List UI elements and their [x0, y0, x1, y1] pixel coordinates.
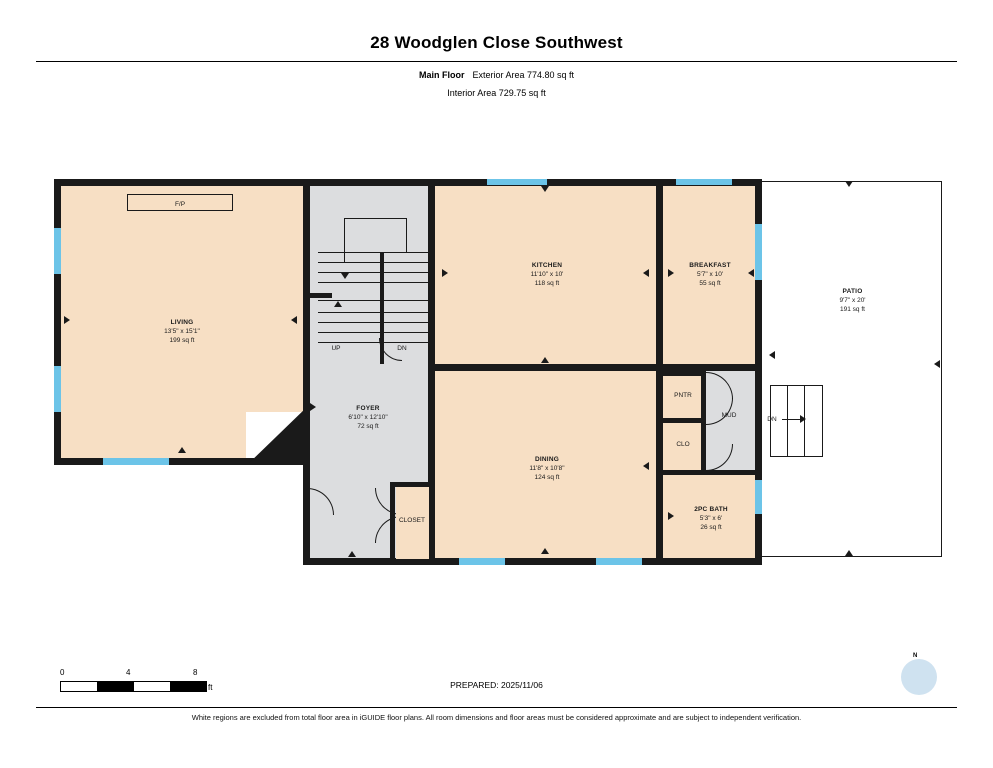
window-dining-bottom-2	[596, 558, 642, 565]
ext-stair-arrow-shaft	[782, 419, 804, 420]
scale-tick-0: 0	[60, 668, 65, 677]
scale-unit: ft	[208, 683, 213, 692]
stair-tread-5	[318, 312, 428, 313]
fireplace-box-top	[127, 194, 233, 195]
room-label-mud: MUD	[721, 412, 737, 419]
room-label-clo: CLO	[676, 441, 690, 448]
kitchen-arrow-bottom	[541, 357, 549, 363]
stair-up-label: UP	[331, 345, 341, 352]
ext-stair-top	[770, 385, 822, 386]
stair-rail-left	[344, 218, 345, 262]
foyer-wall-bottom	[303, 558, 435, 565]
compass-ring	[901, 659, 937, 695]
room-label-bath: 2PC BATH 5'3" x 6' 26 sq ft	[694, 506, 728, 531]
fireplace-box-left	[127, 194, 128, 211]
patio-wall-right	[941, 181, 942, 557]
closet-wall-top	[390, 482, 435, 487]
stair-arrow-down	[341, 273, 349, 279]
living-wall-left	[54, 179, 61, 465]
stair-wall-top	[310, 179, 435, 186]
stair-tread-8	[318, 342, 428, 343]
room-label-pantry: PNTR	[674, 392, 692, 399]
scale-numbers	[46, 668, 226, 678]
kitchen-arrow-top	[541, 186, 549, 192]
fireplace-back	[133, 179, 230, 183]
ext-stair-line-1	[787, 385, 788, 457]
stair-arrow-up	[334, 301, 342, 307]
living-wall-right	[303, 179, 310, 411]
compass-north-label: N	[913, 653, 918, 659]
mud-arrow-left	[769, 351, 775, 359]
disclaimer-text: White regions are excluded from total floor area in iGUIDE floor plans. All room dimensions and floor areas must be considered approximate and are subject to independent verification.	[191, 713, 802, 722]
patio-arrow-bottom	[845, 550, 853, 556]
room-label-patio: PATIO 9'7" x 20' 191 sq ft	[839, 288, 866, 313]
foyer-wall-right	[428, 364, 435, 564]
footer-divider	[36, 707, 957, 708]
patio-arrow-top	[845, 181, 853, 187]
stair-dn-label: DN	[397, 345, 407, 352]
stair-tread-7	[318, 332, 428, 333]
window-living-bottom	[103, 458, 169, 465]
stair-tread-1	[318, 262, 428, 263]
stair-rail-top	[344, 218, 406, 219]
exterior-area: Exterior Area 774.80 sq ft	[472, 70, 575, 80]
stair-rail-right	[406, 218, 407, 252]
fireplace-label: F/P	[174, 201, 186, 208]
stair-tread-2	[318, 272, 428, 273]
window-breakfast-right	[755, 224, 762, 280]
stair-landing-wall	[310, 293, 332, 298]
kitchen-arrow-right	[643, 269, 649, 277]
patio-wall-bottom	[762, 556, 942, 557]
window-bath-right	[755, 480, 762, 514]
window-breakfast-top	[676, 179, 732, 185]
fireplace-box-right	[232, 194, 233, 211]
page-title: 28 Woodglen Close Southwest	[370, 33, 623, 52]
window-living-left-2	[54, 366, 61, 412]
foyer-arrow-bottom	[348, 551, 356, 557]
breakfast-arrow-right	[748, 269, 754, 277]
ext-stair-dn-label: DN	[767, 416, 777, 423]
kitchen-wall-right	[656, 179, 663, 371]
floor-label: Main Floor	[418, 70, 465, 80]
bath-arrow-left	[668, 512, 674, 520]
living-arrow-right	[291, 316, 297, 324]
stair-tread-3	[318, 282, 428, 283]
kitchen-wall-top	[435, 179, 663, 186]
compass-icon	[897, 655, 941, 699]
patio-arrow-right	[934, 360, 940, 368]
stair-tread-6	[318, 322, 428, 323]
stair-wall-right	[428, 179, 435, 364]
breakfast-arrow-left	[668, 269, 674, 277]
room-label-living: LIVING 13'5" x 15'1" 199 sq ft	[164, 319, 200, 344]
window-living-left-1	[54, 228, 61, 274]
bath-wall-top	[663, 470, 762, 475]
room-label-closet: CLOSET	[398, 517, 425, 524]
breakfast-wall-bottom	[663, 364, 762, 371]
living-arrow-left	[64, 316, 70, 324]
foyer-wall-left	[303, 405, 310, 564]
window-dining-bottom-1	[459, 558, 505, 565]
room-label-foyer: FOYER 6'10" x 12'10" 72 sq ft	[348, 405, 388, 430]
ext-stair-bottom	[770, 456, 822, 457]
dining-arrow-bottom	[541, 548, 549, 554]
dining-arrow-right	[643, 462, 649, 470]
scale-tick-8: 8	[193, 668, 198, 677]
prepared-date: PREPARED: 2025/11/06	[450, 680, 543, 690]
fireplace-box-bottom	[127, 210, 233, 211]
room-label-kitchen: KITCHEN 11'10" x 10' 118 sq ft	[530, 262, 564, 287]
ext-stair-right	[822, 385, 823, 457]
scale-tick-4: 4	[126, 668, 131, 677]
stair-tread-9	[318, 252, 428, 253]
bath-wall-bottom	[663, 558, 762, 565]
foyer-arrow-left	[310, 403, 316, 411]
dining-wall-right	[656, 371, 663, 565]
interior-area: Interior Area 729.75 sq ft	[447, 88, 546, 98]
kitchen-island-wall	[505, 366, 557, 371]
window-kitchen-top	[487, 179, 547, 185]
room-label-dining: DINING 11'8" x 10'8" 124 sq ft	[529, 456, 565, 481]
living-arrow-bottom	[178, 447, 186, 453]
kitchen-arrow-left	[442, 269, 448, 277]
room-label-breakfast: BREAKFAST 5'7" x 10' 55 sq ft	[689, 262, 731, 287]
